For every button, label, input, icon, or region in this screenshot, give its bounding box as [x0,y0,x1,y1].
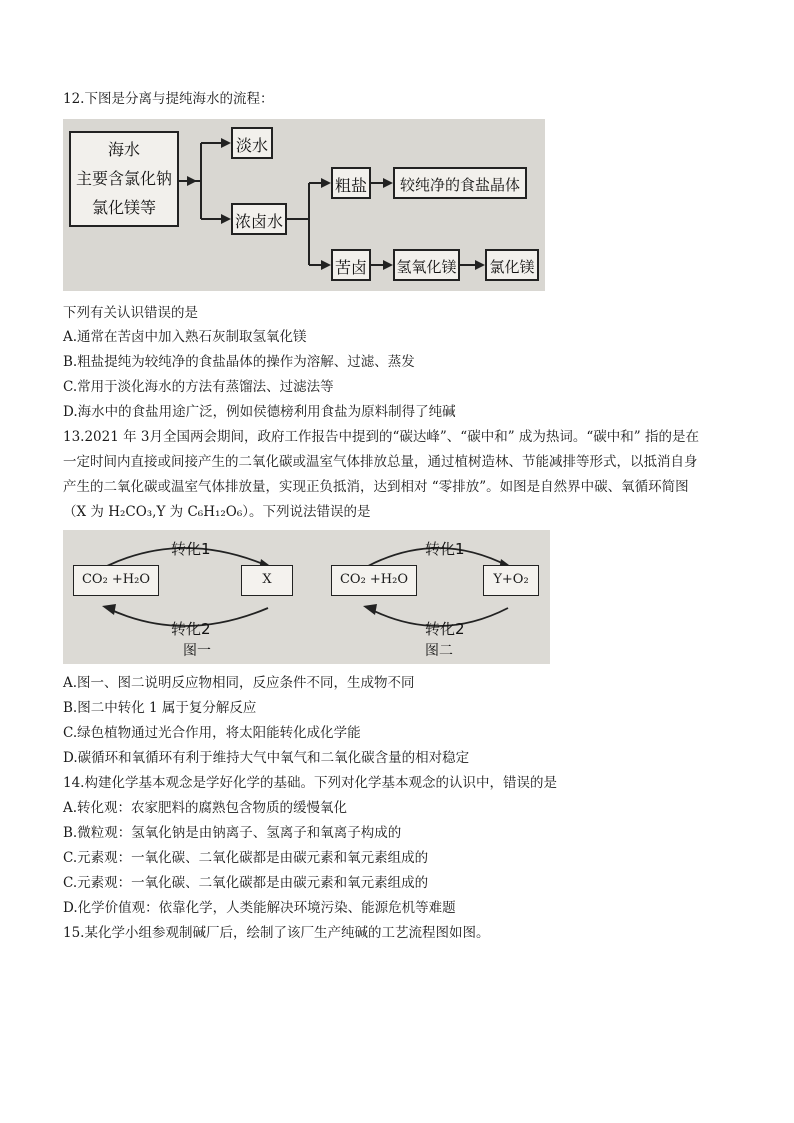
mg-hydroxide-box [393,249,460,281]
fig1-conv1-label: 转化1 [171,540,211,558]
q12-stem: 12.下图是分离与提纯海水的流程： [63,91,274,107]
mgcl2-label: 氯化镁等 [91,198,156,217]
q13-line-3: 产生的二氧化碳或温室气体排放量，实现正负抵消，达到相对 “零排放”。如图是自然界中碳、氧循环简图 [63,479,689,495]
q14-stem: 14.构建化学基本观念是学好化学的基础。下列对化学基本观念的认识中，错误的是 [63,775,557,791]
fig2-conv1-label: 转化1 [425,540,465,558]
q13-option-a: A.图一、图二说明反应物相同，反应条件不同，生成物不同 [63,675,415,691]
pure-salt-box [393,167,527,199]
q14-option-c-duplicate: C.元素观：一氧化碳、二氧化碳都是由碳元素和氧元素组成的 [63,875,429,891]
fig2-caption: 图二 [425,643,453,659]
fig2-reactant-box: CO₂ +H₂O [331,565,417,596]
q13-option-d: D.碳循环和氧循环有利于维持大气中氧气和二氧化碳含量的相对稳定 [63,750,470,766]
seawater-box [69,131,179,227]
crude-salt-label: 粗盐 [334,176,367,195]
q12-prompt: 下列有关认识错误的是 [63,305,198,321]
q13-option-c: C.绿色植物通过光合作用，将太阳能转化成化学能 [63,725,361,741]
q14-option-a: A.转化观：农家肥料的腐熟包含物质的缓慢氧化 [63,800,348,816]
q14-option-c: C.元素观：一氧化碳、二氧化碳都是由碳元素和氧元素组成的 [63,850,429,866]
mg-hydroxide-label: 氢氧化镁 [396,258,457,276]
bittern-label: 苦卤 [334,258,367,277]
mg-chloride-label: 氯化镁 [489,258,535,276]
q12-option-d: D.海水中的食盐用途广泛，例如侯德榜利用食盐为原料制得了纯碱 [63,404,456,420]
mg-chloride-box [485,249,539,281]
q12-option-b: B.粗盐提纯为较纯净的食盐晶体的操作为溶解、过滤、蒸发 [63,354,415,370]
pure-salt-label: 较纯净的食盐晶体 [399,176,520,194]
bittern-box [331,249,371,281]
fig1-x-box: X [241,565,293,596]
seawater-label: 海水 [107,140,140,159]
fig1-reactant-box: CO₂ +H₂O [73,565,159,596]
q13-line-2: 一定时间内直接或间接产生的二氧化碳或温室气体排放总量，通过植树造林、节能减排等形式，以抵消自身 [63,454,698,470]
q12-option-a: A.通常在苦卤中加入熟石灰制取氢氧化镁 [63,329,307,345]
crude-salt-box [331,167,371,199]
fig2-conv2-label: 转化2 [425,620,465,638]
q14-option-b: B.微粒观：氢氧化钠是由钠离子、氢离子和氧离子构成的 [63,825,402,841]
nacl-label: 主要含氯化钠 [75,169,172,188]
q13-line-4: （X 为 H₂CO₃,Y 为 C₆H₁₂O₆）。下列说法错误的是 [63,504,371,520]
q14-option-d: D.化学价值观：依靠化学，人类能解决环境污染、能源危机等难题 [63,900,456,916]
carbon-oxygen-cycle-figure [63,530,550,664]
fig1-conv2-label: 转化2 [171,620,211,638]
q15-stem: 15.某化学小组参观制碱厂后，绘制了该厂生产纯碱的工艺流程图如图。 [63,925,490,941]
q13-line-1: 13.2021 年 3月全国两会期间，政府工作报告中提到的“碳达峰”、“碳中和” 成为热词。“碳中和” 指的是在 [63,429,699,445]
cycle-arrows [63,530,550,664]
fresh-water-box [231,127,273,159]
q13-option-b: B.图二中转化 1 属于复分解反应 [63,700,257,716]
fresh-water-label: 淡水 [235,136,268,155]
seawater-flowchart [63,119,545,291]
fig2-y-box: Y+O₂ [483,565,539,596]
fig1-caption: 图一 [183,643,211,659]
q12-option-c: C.常用于淡化海水的方法有蒸馏法、过滤法等 [63,379,334,395]
brine-box [231,203,287,235]
brine-label: 浓卤水 [234,212,283,231]
